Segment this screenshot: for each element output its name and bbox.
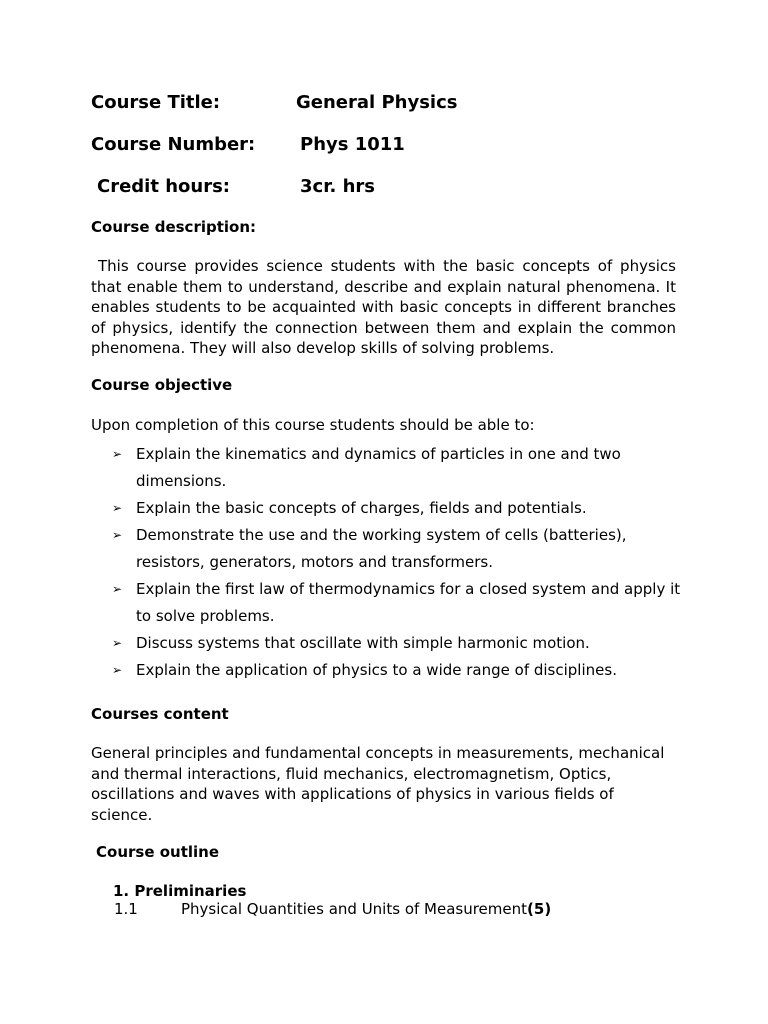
- list-item: [112, 657, 682, 684]
- objective-item-text: Explain the basic concepts of charges, fields and potentials.: [136, 499, 587, 517]
- objective-item-text: Explain the first law of thermodynamics for a closed system and apply it to solve problems.: [136, 580, 681, 625]
- objective-item-text: Discuss systems that oscillate with simple harmonic motion.: [136, 634, 590, 652]
- objective-item-text: Explain the application of physics to a wide range of disciplines.: [136, 661, 617, 679]
- outline-subsection-title: Physical Quantities and Units of Measurement: [181, 900, 528, 918]
- course-title-label: Course Title:: [91, 92, 221, 113]
- course-number-value: Phys 1011: [300, 134, 405, 155]
- outline-subsection-number: 1.1: [114, 900, 138, 918]
- description-text: This course provides science students with the basic concepts of physics that enable them to understand, describe and explain natural phenomena. It enables students to be acquainted with basic concepts in different branches of physics, identify the connection between them and explain the common phenomena. They will also develop skills of solving problems.: [91, 257, 676, 357]
- outline-subsection-hours: (5): [527, 900, 552, 918]
- content-heading: Courses content: [91, 705, 229, 723]
- list-item: [112, 441, 682, 495]
- objective-heading: Course objective: [91, 376, 233, 394]
- objective-item-text: Explain the kinematics and dynamics of particles in one and two dimensions.: [136, 445, 621, 490]
- arrow-bullet-icon: ➢: [112, 447, 123, 461]
- list-item: [112, 630, 682, 657]
- list-item: [112, 495, 682, 522]
- course-number-label: Course Number:: [91, 134, 256, 155]
- objective-list: [112, 441, 682, 684]
- description-heading: Course description:: [91, 218, 257, 236]
- arrow-bullet-icon: ➢: [112, 501, 123, 515]
- list-item: [112, 576, 682, 630]
- arrow-bullet-icon: ➢: [112, 636, 123, 650]
- outline-heading: Course outline: [96, 843, 220, 861]
- arrow-bullet-icon: ➢: [112, 663, 123, 677]
- arrow-bullet-icon: ➢: [112, 528, 123, 542]
- objective-item-text: Demonstrate the use and the working system of cells (batteries), resistors, generators, motors and transformers.: [136, 526, 627, 571]
- outline-subsection: [181, 899, 551, 919]
- list-item: [112, 522, 682, 576]
- course-title-value: General Physics: [296, 92, 458, 113]
- arrow-bullet-icon: ➢: [112, 582, 123, 596]
- objective-intro: Upon completion of this course students should be able to:: [91, 416, 535, 434]
- content-text: General principles and fundamental concepts in measurements, mechanical and thermal interactions, fluid mechanics, electromagnetism, Optics, oscillations and waves with applications of physics in various fields of science.: [91, 744, 665, 824]
- credit-hours-value: 3cr. hrs: [300, 176, 376, 197]
- outline-section-title: 1. Preliminaries: [113, 882, 247, 900]
- credit-hours-label: Credit hours:: [97, 176, 231, 197]
